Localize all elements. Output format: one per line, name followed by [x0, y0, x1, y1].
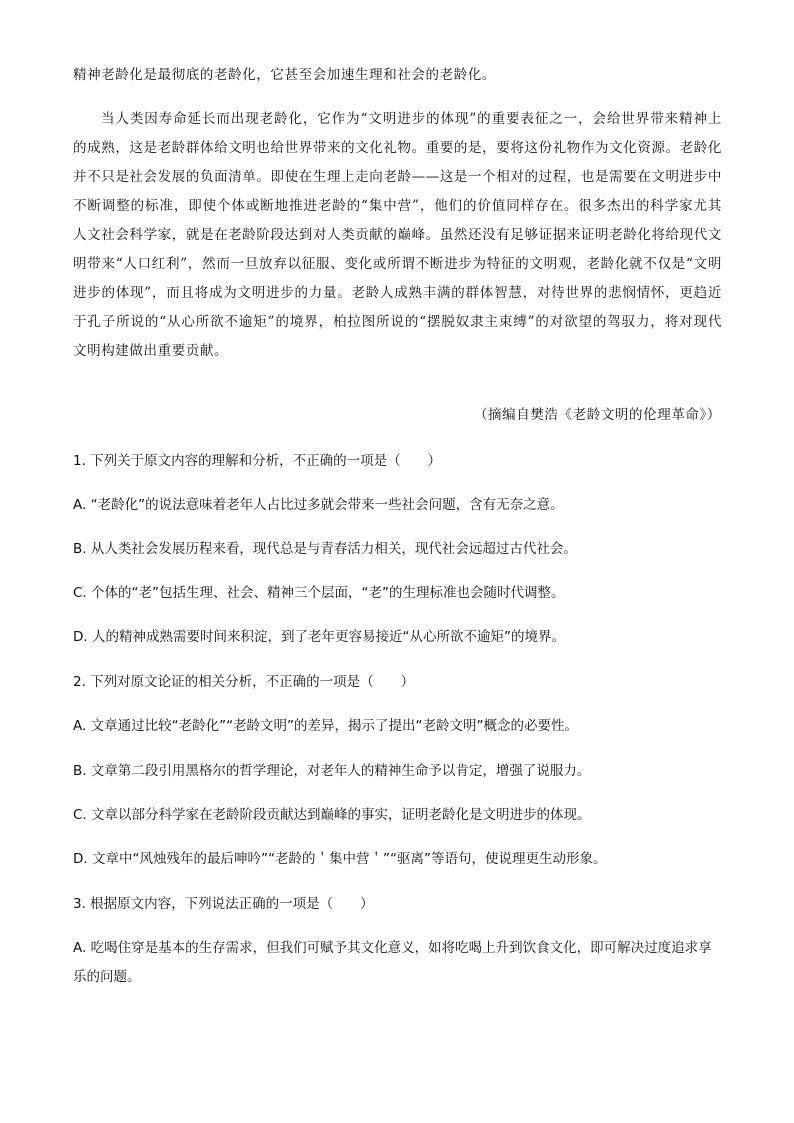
source-citation: （摘编自樊浩《老龄文明的伦理革命》）	[473, 407, 721, 423]
question-2-option-a: A. 文章通过比较“老龄化”“老龄文明”的差异，揭示了提出“老龄文明”概念的必要性。	[73, 718, 579, 734]
question-1-stem: 1. 下列关于原文内容的理解和分析，不正确的一项是（ ）	[73, 453, 442, 469]
question-3-option-a: A. 吃喝住穿是基本的生存需求，但我们可赋予其文化意义，如将吃喝上升到饮食文化，即可解决过度追求享乐的问题。	[73, 940, 712, 985]
passage-paragraph-1: 精神老龄化是最彻底的老龄化，它甚至会加速生理和社会的老龄化。	[73, 67, 496, 83]
question-1-option-c: C. 个体的“老”包括生理、社会、精神三个层面，“老”的生理标准也会随时代调整。	[73, 585, 565, 601]
question-1-option-b: B. 从人类社会发展历程来看，现代总是与青春活力相关，现代社会远超过古代社会。	[73, 541, 577, 557]
question-3-stem: 3. 根据原文内容，下列说法正确的一项是（ ）	[73, 896, 374, 912]
passage-paragraph-2: 当人类因寿命延长而出现老龄化，它作为“文明进步的体现”的重要表征之一，会给世界带来精神上的成熟，这是老龄群体给文明也给世界带来的文化礼物。重要的是，要将这份礼物作为文化资源。老龄化并不只是社会发展的负面清单。即使在生理上走向老龄——这是一个相对的过程，也是需要在文明进步中不断调整的标准，即使个体或断地推进老龄的“集中营”，他们的价值同样存在。很多杰出的科学家尤其人文社会科学家，就是在老龄阶段达到对人类贡献的巅峰。虽然还没有足够证据来证明老龄化将给现代文明带来“人口红利”，然而一旦放弃以征服、变化或所谓不断进步为特征的文明观，老龄化就不仅是“文明进步的体现”，而且将成为文明进步的力量。老龄人成熟丰满的群体智慧，对待世界的悲悯情怀，更趋近于孔子所说的“从心所欲不逾矩”的境界，柏拉图所说的“摆脱奴隶主束缚”的对欲望的驾驭力，将对现代文明构建做出重要贡献。	[73, 111, 722, 359]
question-2-option-d: D. 文章中“风烛残年的最后呻吟”“老龄的＇集中营＇”“驱离”等语句，使说理更生动形象。	[73, 851, 607, 867]
question-1-option-d: D. 人的精神成熟需要时间来积淀，到了老年更容易接近“从心所欲不逾矩”的境界。	[73, 629, 565, 645]
question-1-option-a: A. “老龄化”的说法意味着老年人占比过多就会带来一些社会问题，含有无奈之意。	[73, 497, 564, 513]
question-2-option-b: B. 文章第二段引用黑格尔的哲学理论，对老年人的精神生命予以肯定，增强了说服力。	[73, 763, 591, 779]
question-2-stem: 2. 下列对原文论证的相关分析，不正确的一项是（ ）	[73, 674, 415, 690]
question-2-option-c: C. 文章以部分科学家在老龄阶段贡献达到巅峰的事实，证明老龄化是文明进步的体现。	[73, 807, 591, 823]
